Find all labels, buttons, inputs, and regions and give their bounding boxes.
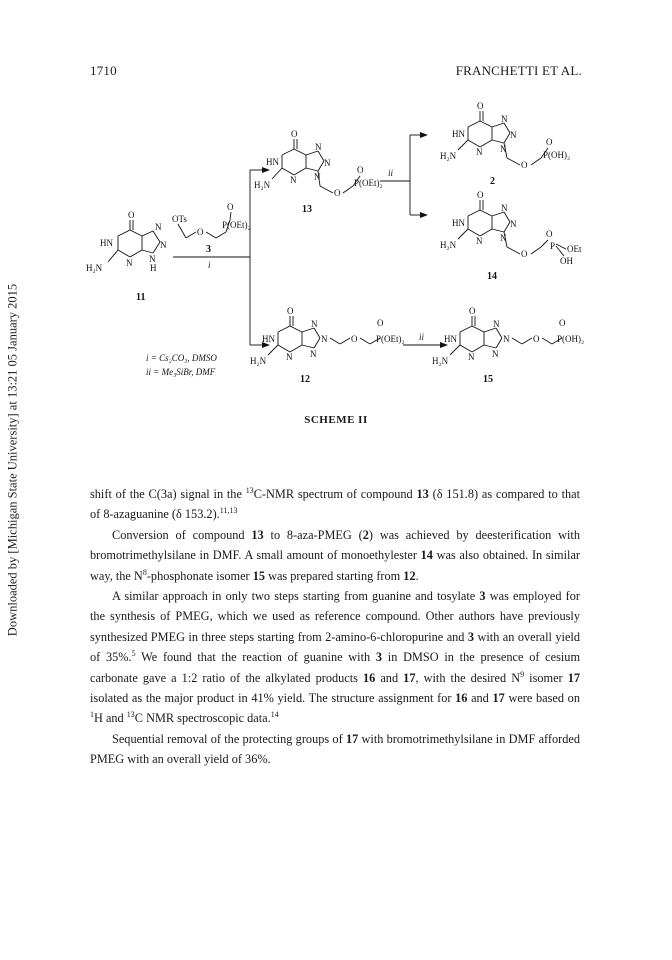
paragraph-2 [90,525,580,586]
text-run: was also obtained. In similar way, the N [90,548,581,583]
text-run: H and [94,711,127,726]
atom-o: O [377,318,384,328]
phosphonic-acid-group: P(OH)₂ [543,150,571,160]
text-run: ) was achieved by deesterification with bromotrimethylsilane in DMF. A small amount of monoethylester [90,527,580,563]
atom-n: N [500,144,507,154]
compound-12-label: 12 [300,374,310,385]
atom-n: N [321,334,328,344]
atom-o: O [477,190,484,200]
atom-n: N [315,142,322,152]
atom-o: O [291,129,298,139]
compound-15-label: 15 [483,374,493,385]
text-run: . [415,568,419,583]
compound-ref: 3 [467,629,475,644]
superscript: 1 [90,710,94,720]
scheme-title: SCHEME II [304,414,368,426]
atom-n: N [501,114,508,124]
superscript: 9 [520,669,525,679]
body-text [90,484,580,770]
running-head: FRANCHETTI ET AL. [455,63,582,78]
atom-n: N [324,158,331,168]
text-run: was employed for the synthesis of PMEG, which we used as reference compound. Other authors have previously synthesized PMEG in three steps starting from 2-amino-6-chloropurine and [90,589,580,644]
phosphonate-group: P(OEt)₂ [222,220,251,230]
atom-h2n: H₂N [440,240,457,250]
atom-o: O [351,334,358,344]
atom-n: N [476,147,483,157]
text-run: isolated as the major product in 41% yield. The structure assignment for [90,691,456,706]
compound-ref: 3 [479,589,486,604]
atom-n: N [290,175,297,185]
compound-ref: 13 [251,527,264,542]
atom-o: O [559,318,566,328]
atom-o: O [128,210,135,220]
citation: 14 [270,710,279,720]
atom-hn: HN [452,129,465,139]
atom-o: O [287,306,294,316]
atom-n: N [500,233,507,243]
atom-o: O [334,188,341,198]
atom-o: O [546,137,553,147]
atom-p: P [550,241,556,251]
text-run: and [467,691,493,706]
reagent-i-label: i [208,260,211,270]
atom-n: N [160,240,167,250]
paragraph-1 [90,484,580,525]
text-run: (δ 151.8) as compared to that of 8-azaguanine (δ 153.2). [90,487,581,522]
atom-h2n: H₂N [86,263,103,273]
text-run: A similar approach in only two steps starting from guanine and tosylate [112,589,480,604]
atom-hn: HN [444,334,457,344]
superscript: 13 [126,710,135,720]
atom-o: O [227,202,234,212]
compound-ref: 14 [420,548,433,563]
atom-o: O [477,101,484,111]
atom-n: N [503,334,510,344]
compound-14-label: 14 [487,271,497,282]
text-run: in DMSO in the presence of cesium carbonate gave a 1:2 ratio of the alkylated products [90,650,581,685]
text-run: shift of the C(3a) signal in the [90,487,246,501]
atom-n: N [149,254,156,264]
atom-oh: OH [560,256,573,266]
atom-h: H [150,263,157,273]
atom-n: N [493,319,500,329]
atom-h2n: H₂N [254,180,271,190]
atom-o: O [469,306,476,316]
reagent-3-label: 3 [206,244,211,255]
phosphonate-group: P(OEt)₂ [354,178,383,188]
paragraph-3 [90,586,580,729]
text-run: C-NMR spectrum of compound [253,487,417,501]
page-number: 1710 [90,63,117,78]
atom-hn: HN [266,157,279,167]
atom-hn: HN [452,218,465,228]
text-run: with bromotrimethylsilane in DMF afforded PMEG with an overall yield of 36%. [90,731,580,767]
compound-ref: 17 [492,691,505,706]
compound-ref: 16 [362,670,376,685]
citation: 11,13 [219,506,238,516]
atom-n: N [468,352,475,362]
compound-ref: 17 [567,670,580,685]
text-run: isomer [524,670,568,685]
legend-reagent-ii: ii = Me₃SiBr, DMF [146,367,216,377]
download-note-text: Downloaded by [Michigan State University] at 13:21 05 January 2015 [5,283,20,637]
text-run: Sequential removal of the protecting groups of [112,731,346,746]
atom-ots: OTs [172,214,187,224]
atom-n: N [155,222,162,232]
text-run: -phosphonate isomer [146,568,253,583]
reagent-ii-label: ii [388,168,394,178]
atom-h2n: H₂N [250,356,267,366]
atom-o: O [546,229,553,239]
compound-ref: 2 [362,527,369,542]
atom-o: O [197,227,204,237]
text-run: We found that the reaction of guanine with [135,650,376,665]
text-run: with an overall yield of 35%. [90,629,580,665]
compound-ref: 3 [375,650,383,665]
atom-n: N [314,172,321,182]
text-run: C NMR spectroscopic data. [134,711,271,726]
paragraph-4 [90,729,580,770]
atom-oet: OEt [567,244,582,254]
text-run: , with the desired N [415,670,521,685]
compound-ref: 13 [416,487,429,501]
compound-ref: 17 [403,670,416,685]
phosphonate-group: P(OEt)₂ [376,334,405,344]
reaction-scheme [0,0,672,440]
reagent-ii-label: ii [419,332,425,342]
citation: 5 [131,649,136,659]
atom-o: O [521,249,528,259]
compound-11-label: 11 [136,292,146,303]
atom-n: N [510,219,517,229]
atom-n: N [476,236,483,246]
text-run: Conversion of compound [112,527,252,542]
atom-n: N [510,130,517,140]
phosphonic-acid-group: P(OH)₂ [557,334,585,344]
atom-hn: HN [262,334,275,344]
atom-n: N [311,319,318,329]
text-run: to 8-aza-PMEG ( [263,527,363,542]
atom-o: O [521,160,528,170]
compound-ref: 12 [403,568,416,583]
atom-hn: HN [100,238,113,248]
text-run: were based on [504,691,580,706]
text-run: was prepared starting from [265,568,404,583]
compound-ref: 16 [455,691,468,706]
atom-n: N [501,203,508,213]
compound-13-label: 13 [302,204,312,215]
superscript: 8 [142,567,147,577]
compound-ref: 15 [252,568,265,583]
atom-o: O [357,165,364,175]
atom-n: N [492,349,499,359]
compound-2-label: 2 [490,176,495,187]
compound-ref: 17 [345,731,359,746]
atom-n: N [310,349,317,359]
text-run: and [375,670,404,685]
atom-h2n: H₂N [432,356,449,366]
atom-o: O [533,334,540,344]
atom-n: N [126,258,133,268]
atom-h2n: H₂N [440,151,457,161]
superscript: 13 [245,486,254,495]
legend-reagent-i: i = Cs₂CO₃, DMSO [146,353,217,363]
atom-n: N [286,352,293,362]
